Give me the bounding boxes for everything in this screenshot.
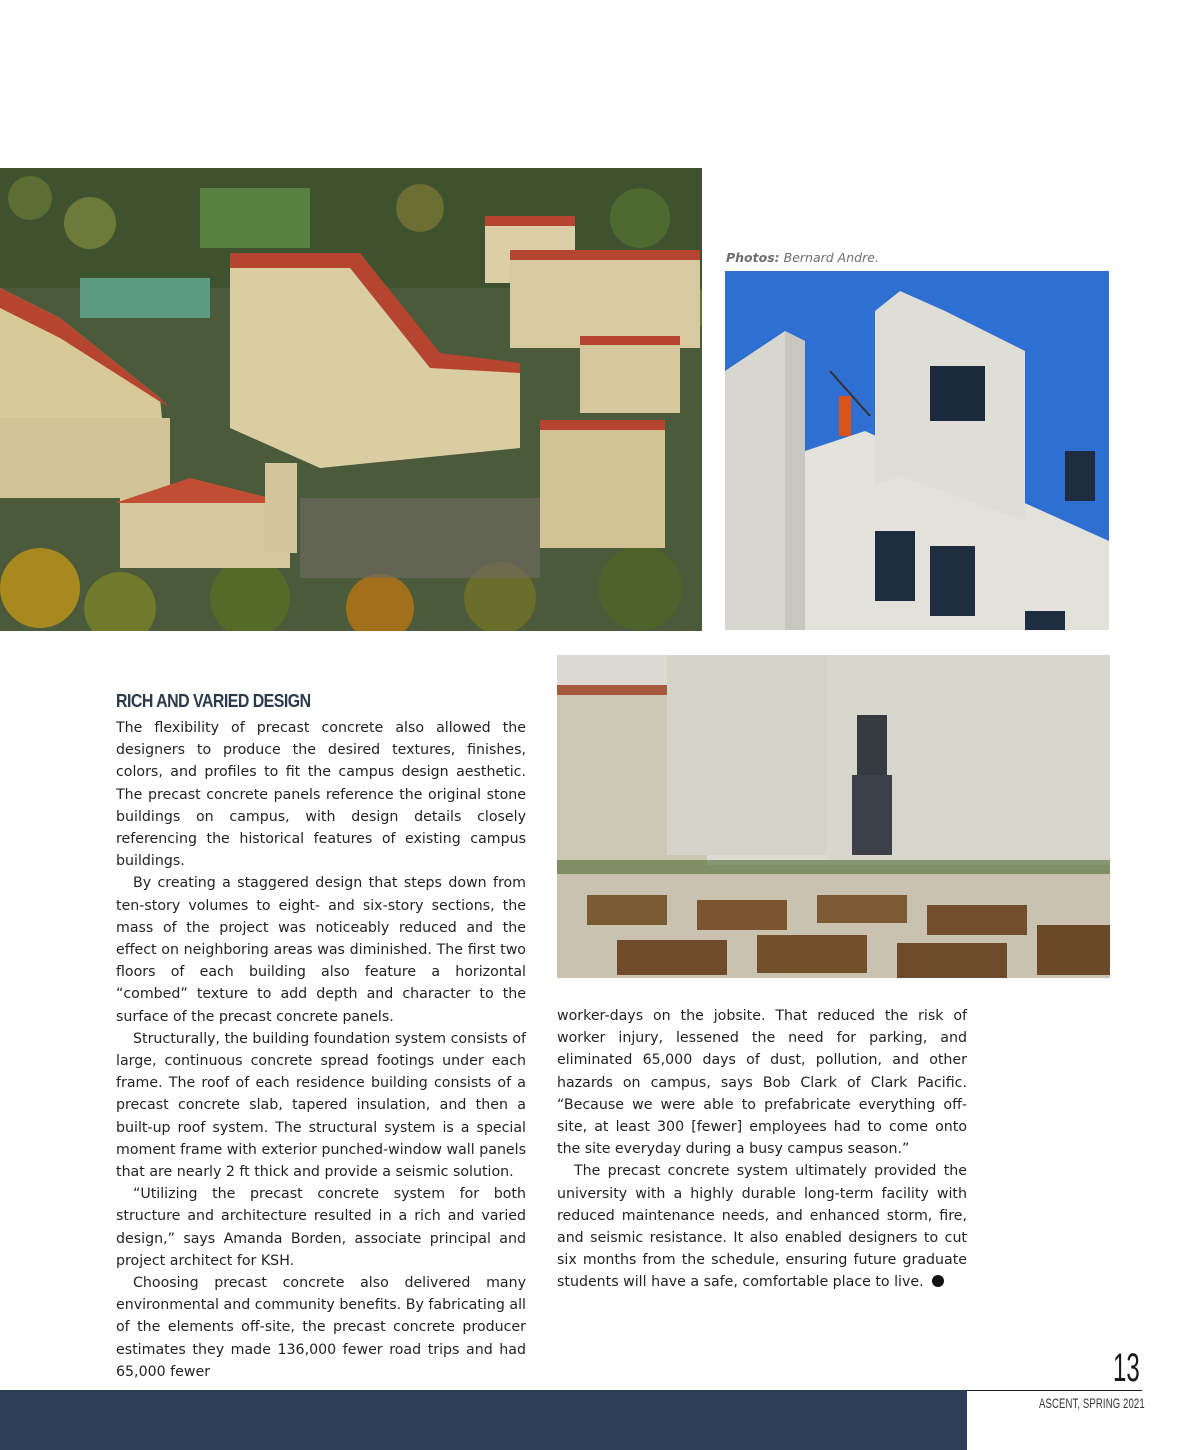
aerial-campus-photo [0,168,702,631]
paragraph: By creating a staggered design that steps down from ten-story volumes to eight- and six-story sections, the mass of the project was noticeably reduced and the effect on neighboring areas was diminished. The first two floors of each building also feature a horizontal “combed” texture to add depth and character to the surface of the precast concrete panels. [116,875,526,1025]
photo-credit-label: Photos: [726,250,780,265]
paragraph: The flexibility of precast concrete also allowed the designers to produce the desired textures, finishes, colors, and profiles to fit the campus design aesthetic. The precast concrete panels reference the original stone buildings on campus, with design details closely referencing the historical features of existing campus buildings. [116,720,526,870]
page-number: 13 [1113,1346,1140,1390]
paragraph-final [557,1160,967,1293]
paragraph: Structurally, the building foundation system consists of large, continuous concrete spread footings under each frame. The roof of each residence building consists of a precast concrete slab, tapered insulation, and then a built-up roof system. The structural system is a special moment frame with exterior punched-window wall panels that are nearly 2 ft thick and provide a seismic solution. [116,1030,526,1181]
body-column-left [116,717,526,1383]
end-of-article-bullet-icon [932,1275,944,1287]
precast-panel-install-photo [725,271,1109,630]
paragraph: Choosing precast concrete also delivered many environmental and community benefits. By fabricating all of the elements off-site, the precast concrete producer estimates they made 136,000 fewer road trips and had 65,000 fewer [116,1275,526,1380]
body-column-right [557,1005,967,1294]
section-heading: RICH AND VARIED DESIGN [116,690,311,711]
paragraph: worker-days on the jobsite. That reduced the risk of worker injury, lessened the need for parking, and eliminated 65,000 days of dust, pollution, and other hazards on campus, says Bob Clark of Clark Pacific. “Because we were able to prefabricate everything off-site, at least 300 [fewer] employees had to come onto the site everyday during a busy campus season.” [557,1008,967,1158]
paragraph-final-text: The precast concrete system ultimately provided the university with a highly durable long-term facility with reduced maintenance needs, and enhanced storm, fire, and seismic resistance. It also enabled designers to cut six months from the schedule, ensuring future graduate students will have a safe, comfortable place to live. [557,1163,967,1291]
footer-color-bar [0,1390,967,1450]
footer-rule [967,1390,1142,1391]
photo-credit [726,250,879,265]
courtyard-garden-photo [557,655,1110,978]
magazine-issue: ASCENT, SPRING 2021 [1039,1395,1145,1411]
photo-credit-name: Bernard Andre. [783,250,879,265]
paragraph: “Utilizing the precast concrete system for both structure and architecture resulted in a rich and varied design,” says Amanda Borden, associate principal and project architect for KSH. [116,1186,526,1269]
